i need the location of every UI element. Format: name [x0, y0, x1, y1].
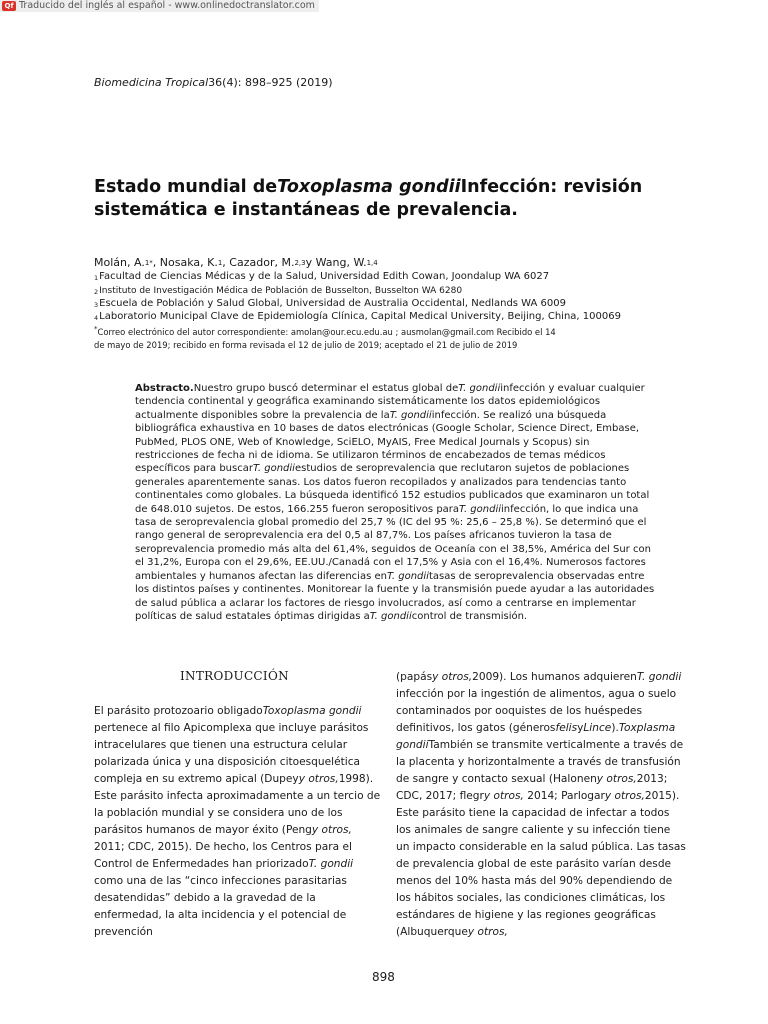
text-run: generales aparentemente sanas. Los datos fueron recopilados y analizados para tendencias tanto [135, 476, 627, 488]
text-line [94, 873, 380, 890]
text-run: Este parásito infecta aproximadamente a un tercio de [94, 790, 381, 802]
text-run: de 648.010 sujetos. De estos, 166.255 fueron seropositivos para [135, 503, 460, 515]
correspondence-star: * [94, 325, 98, 333]
text-run: enfermedad, la alta incidencia y el potencial de [94, 909, 347, 921]
journal-volume: 36(4): 898–925 (2019) [208, 76, 333, 89]
text-run: tendencia continental y geográfica examinando sistemáticamente los datos epidemiológicos [135, 396, 601, 408]
author-affil: 1* [144, 259, 153, 267]
text-line [135, 409, 655, 422]
italic-term: T. gondii [252, 463, 295, 475]
text-run: PubMed, PLOS ONE, Web of Knowledge, SciELO, MyAIS, Free Medical Journals y Scopus) sin [135, 436, 590, 448]
text-run: infección. Se realizó una búsqueda [431, 409, 607, 421]
text-run: 2015). [644, 790, 680, 802]
text-run: infección por la ingestión de alimentos, agua o suelo [396, 688, 677, 700]
text-run: la población mundial y se considera uno de los [94, 807, 343, 819]
text-line [135, 382, 655, 395]
text-line [396, 924, 686, 941]
text-line [135, 422, 655, 435]
text-line [94, 890, 380, 907]
italic-term: Toxoplasma gondii [262, 705, 362, 717]
text-run: polarizada única y una disposición citoesquelética [94, 756, 361, 768]
title-part: Estado mundial de [94, 177, 278, 197]
author-affil: 1 [217, 259, 223, 267]
translator-banner[interactable] [0, 0, 319, 12]
text-line [135, 556, 655, 569]
abstract-label: Abstracto. [135, 383, 194, 394]
text-run: desatendidas” debido a la gravedad de la [94, 892, 316, 904]
text-run: ). [611, 722, 619, 734]
text-run: compleja en su extremo apical (Dupey [94, 773, 299, 785]
author-affil: 2,3 [294, 259, 306, 267]
text-line [396, 754, 686, 771]
italic-term: y otros, [298, 773, 339, 785]
text-line [135, 570, 655, 583]
text-line [135, 436, 655, 449]
text-line [396, 771, 686, 788]
text-run: como una de las “cinco infecciones parasitarias [94, 875, 347, 887]
text-run: continentales como globales. La búsqueda identificó 152 estudios publicados que examinaron un total [135, 490, 650, 502]
text-run: control de transmisión. [411, 610, 528, 622]
italic-term: T. gondii [389, 409, 432, 421]
text-line [396, 907, 686, 924]
text-line [94, 754, 380, 771]
italic-term: y otros, [604, 790, 645, 802]
text-run: rango general de seroprevalencia era del 0,5 al 87,7%. Los países africanos tuvieron la tasa de [135, 530, 612, 542]
text-line [94, 856, 380, 873]
text-run: específicos para buscar [135, 463, 253, 475]
text-line [396, 669, 686, 686]
text-run: bibliográfica exhaustiva en 10 bases de datos electrónicas (Google Scholar, Science Direct, Embase, [135, 423, 640, 435]
text-line [396, 873, 686, 890]
affiliation [94, 271, 549, 284]
text-line [135, 610, 655, 623]
text-run: los hábitos sociales, las condiciones climáticas, los [396, 892, 666, 904]
text-run: Este parásito tiene la capacidad de infectar a todos [396, 807, 670, 819]
text-run: políticas de salud estatales óptimas dirigidas a [135, 610, 370, 622]
text-run: de prevalencia global de este parásito varían desde [396, 858, 672, 870]
text-run: Control de Enfermedades han priorizado [94, 858, 309, 870]
text-line [94, 737, 380, 754]
text-line [396, 686, 686, 703]
italic-term: T. gondii [308, 858, 354, 870]
text-run: 2011; CDC, 2015). De hecho, los Centros para el [94, 841, 352, 853]
text-run: intracelulares que tienen una estructura celular [94, 739, 348, 751]
text-line [135, 489, 655, 502]
author: y Wang, W. [305, 256, 367, 269]
text-line [135, 395, 655, 408]
correspondence-line: de mayo de 2019; recibido en forma revisada el 12 de julio de 2019; aceptado el 21 de julio de 2019 [94, 339, 518, 350]
body-column-right [396, 669, 686, 941]
text-run: infección, lo que indica una [501, 503, 639, 515]
italic-term: Lince [583, 722, 612, 734]
correspondence-line: Correo electrónico del autor correspondiente: amolan@our.ecu.edu.au ; ausmolan@gmail.com Recibido el 14 [97, 326, 556, 337]
italic-term: y otros, [467, 926, 508, 938]
text-run: tasas de seroprevalencia observadas entre [428, 570, 645, 582]
text-line [135, 503, 655, 516]
italic-term: T. gondii [369, 610, 412, 622]
text-run: El parásito protozoario obligado [94, 705, 263, 717]
author: Molán, A. [94, 256, 145, 269]
italic-term: felis [555, 722, 578, 734]
italic-term: T. gondii [386, 570, 429, 582]
text-line [396, 703, 686, 720]
text-run: ambientales y humanos afectan las diferencias en [135, 570, 387, 582]
text-line [94, 907, 380, 924]
text-run: la placenta y horizontalmente a través de transfusión [396, 756, 681, 768]
journal-name: Biomedicina Tropical [94, 76, 209, 89]
text-line [396, 805, 686, 822]
text-line [94, 924, 380, 941]
text-run: los distintos países y continentes. Monitorear la fuente y la transmisión puede ayudar a las autoridades [135, 584, 655, 596]
text-run: contaminados por ooquistes de los huéspedes [396, 705, 642, 717]
affiliation-num: 2 [94, 288, 99, 296]
text-line [396, 788, 686, 805]
text-line [135, 543, 655, 556]
affiliation-num: 4 [94, 314, 99, 322]
text-run: un impacto considerable en la salud pública. Las tasas [396, 841, 686, 853]
text-run: CDC, 2017; flegr [396, 790, 484, 802]
italic-term: T. gondii [636, 671, 682, 683]
affiliation-text: Facultad de Ciencias Médicas y de la Salud, Universidad Edith Cowan, Joondalup WA 6027 [99, 271, 550, 282]
italic-term: Toxplasma [618, 722, 676, 734]
title-species: Toxoplasma gondii [277, 177, 461, 197]
italic-term: y otros, [432, 671, 473, 683]
text-line [135, 529, 655, 542]
text-run: menos del 10% hasta más del 90% dependiendo de [396, 875, 673, 887]
text-run: de salud pública a aclarar los factores de riesgo involucrados, así como a centrarse en implementar [135, 597, 636, 609]
affiliation [94, 285, 462, 298]
text-line [94, 822, 380, 839]
italic-term: y otros, [483, 790, 524, 802]
body-column-left [94, 703, 380, 941]
title-line2: sistemática e instantáneas de prevalencia. [94, 200, 518, 220]
affiliation-text: Instituto de Investigación Médica de Población de Busselton, Busselton WA 6280 [99, 286, 463, 296]
text-run: prevención [94, 926, 153, 938]
text-line [94, 788, 380, 805]
text-run: También se transmite verticalmente a través de [428, 739, 684, 751]
author-list [94, 256, 378, 269]
text-run: estándares de higiene y las regiones geográficas [396, 909, 656, 921]
text-line [396, 737, 686, 754]
text-run: los animales de sangre caliente y su infección tiene [396, 824, 671, 836]
abstract [135, 382, 655, 623]
text-run: infección y evaluar cualquier [500, 383, 645, 394]
translator-banner-text[interactable]: Traducido del inglés al español - www.onlinedoctranslator.com [19, 0, 315, 11]
journal-citation [94, 76, 333, 89]
text-run: definitivos, los gatos (géneros [396, 722, 556, 734]
text-line [396, 856, 686, 873]
text-line [135, 516, 655, 529]
text-line [94, 703, 380, 720]
text-line [396, 822, 686, 839]
affiliation-num: 3 [94, 301, 99, 309]
text-line [94, 839, 380, 856]
text-line [94, 720, 380, 737]
text-line [135, 476, 655, 489]
italic-term: T. gondii [459, 503, 502, 515]
text-line [94, 771, 380, 788]
text-line [135, 583, 655, 596]
italic-term: y otros, [596, 773, 637, 785]
text-run: tasa de seroprevalencia global promedio del 25,7 % (IC del 95 %: 25,6 – 25,8 %). Se determinó que el [135, 517, 647, 529]
italic-term: y otros, [311, 824, 352, 836]
italic-term: T. gondii [458, 383, 501, 394]
paper-title [94, 176, 642, 222]
title-part: Infección: revisión [460, 177, 643, 197]
text-run: actualmente disponibles sobre la prevalencia de la [135, 409, 390, 421]
text-run: pertenece al filo Apicomplexa que incluye parásitos [94, 722, 369, 734]
text-line [396, 720, 686, 737]
text-line [135, 462, 655, 475]
text-line [135, 597, 655, 610]
text-run: 2013; [636, 773, 668, 785]
text-run: 2009). Los humanos adquieren [472, 671, 637, 683]
text-run: (Albuquerque [396, 926, 468, 938]
author: , Cazador, M. [222, 256, 295, 269]
text-run: el 31,2%, Europa con el 29,6%, EE.UU./Canadá con el 17,5% y Asia con el 16,4%. Numerosos factores [135, 557, 646, 569]
text-run: 1998). [338, 773, 374, 785]
affiliation-num: 1 [94, 274, 99, 282]
text-run: 2014; Parlogar [523, 790, 605, 802]
affiliation-text: Laboratorio Municipal Clave de Epidemiología Clínica, Capital Medical University, Beijing, China, 100069 [99, 311, 621, 322]
author-affil: 1,4 [366, 259, 378, 267]
page-number: 898 [372, 970, 395, 984]
text-run: (papás [396, 671, 433, 683]
author: , Nosaka, K. [152, 256, 218, 269]
text-run: Nuestro grupo buscó determinar el estatus global de [193, 383, 459, 394]
translator-logo-icon: Qf [2, 1, 16, 11]
text-line [94, 805, 380, 822]
text-line [396, 839, 686, 856]
affiliation [94, 298, 566, 311]
text-run: de sangre y contacto sexual (Halonen [396, 773, 597, 785]
text-run: seroprevalencia promedio más alta del 61,4%, seguidos de Oceanía con el 38,5%, América del Sur con [135, 543, 651, 555]
italic-term: gondii [396, 739, 429, 751]
text-run: restricciones de fecha ni de idioma. Se utilizaron términos de encabezados de temas médicos [135, 450, 606, 462]
section-heading-introduccion: INTRODUCCIÓN [180, 669, 289, 683]
text-line [135, 449, 655, 462]
text-line [396, 890, 686, 907]
correspondence [94, 323, 556, 352]
text-run: y [577, 722, 584, 734]
affiliation-text: Escuela de Población y Salud Global, Universidad de Australia Occidental, Nedlands WA 6009 [99, 298, 566, 309]
text-run: parásitos humanos de mayor éxito (Peng [94, 824, 312, 836]
text-run: estudios de seroprevalencia que reclutaron sujetos de poblaciones [294, 463, 630, 475]
